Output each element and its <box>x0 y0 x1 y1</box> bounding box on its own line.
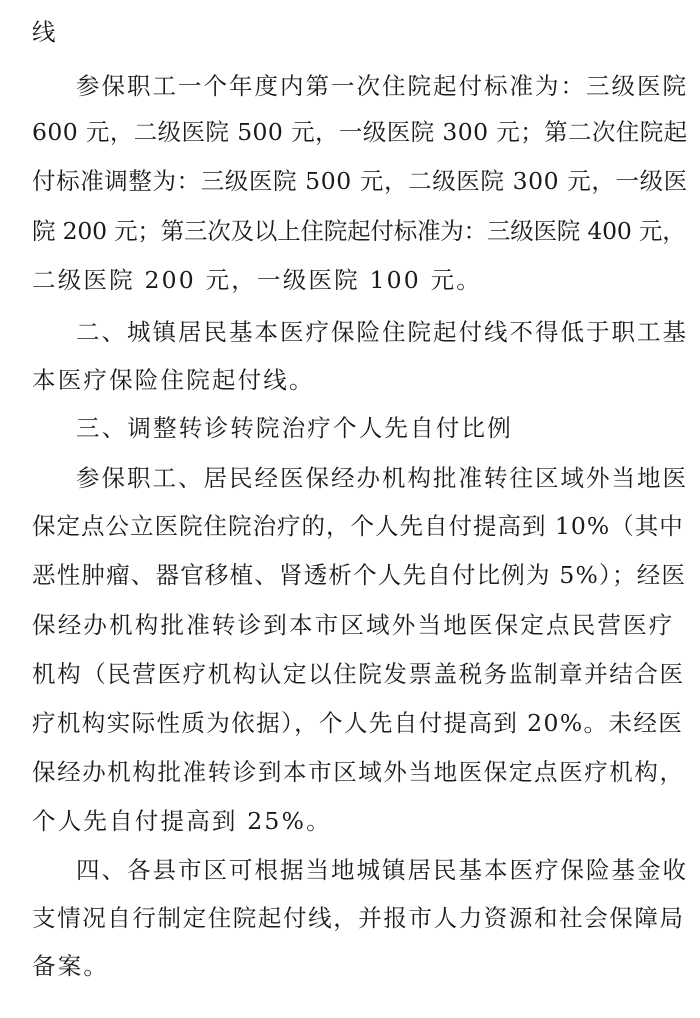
text-line: 付标准调整为：三级医院 500 元，二级医院 300 元，一级医 <box>32 167 688 195</box>
text-line: 本医疗保险住院起付线。 <box>32 366 315 394</box>
text-line: 机构（民营医疗机构认定以住院发票盖税务监制章并结合医 <box>32 660 685 688</box>
text-line: 参保职工一个年度内第一次住院起付标准为：三级医院 <box>76 72 688 100</box>
section-2-heading: 二、城镇居民基本医疗保险住院起付线不得低于职工基 <box>76 318 688 346</box>
text-line: 恶性肿瘤、器官移植、肾透析个人先自付比例为 5%）；经医 <box>32 561 687 589</box>
text-line: 支情况自行制定住院起付线，并报市人力资源和社会保障局 <box>32 904 685 932</box>
text-line: 院 200 元；第三次及以上住院起付标准为：三级医院 400 元， <box>32 217 686 245</box>
text-line: 个人先自付提高到 25%。 <box>32 807 332 835</box>
text-line: 疗机构实际性质为依据），个人先自付提高到 20%。未经医 <box>32 709 684 737</box>
text-line: 参保职工、居民经医保经办机构批准转往区域外当地医 <box>76 464 688 492</box>
text-line: 二级医院 200 元，一级医院 100 元。 <box>32 266 482 294</box>
section-3-heading: 三、调整转诊转院治疗个人先自付比例 <box>76 414 513 442</box>
text-line: 线 <box>32 18 58 46</box>
text-line: 600 元，二级医院 500 元，一级医院 300 元；第二次住院起 <box>32 118 688 146</box>
section-4-heading: 四、各县市区可根据当地城镇居民基本医疗保险基金收 <box>76 856 688 884</box>
text-line: 保经办机构批准转诊到本市区域外当地医保定点医疗机构， <box>32 758 685 786</box>
text-line: 保定点公立医院住院治疗的，个人先自付提高到 10%（其中 <box>32 512 684 540</box>
text-line: 保经办机构批准转诊到本市区域外当地医保定点民营医疗 <box>32 611 675 639</box>
text-line: 备案。 <box>32 952 110 980</box>
